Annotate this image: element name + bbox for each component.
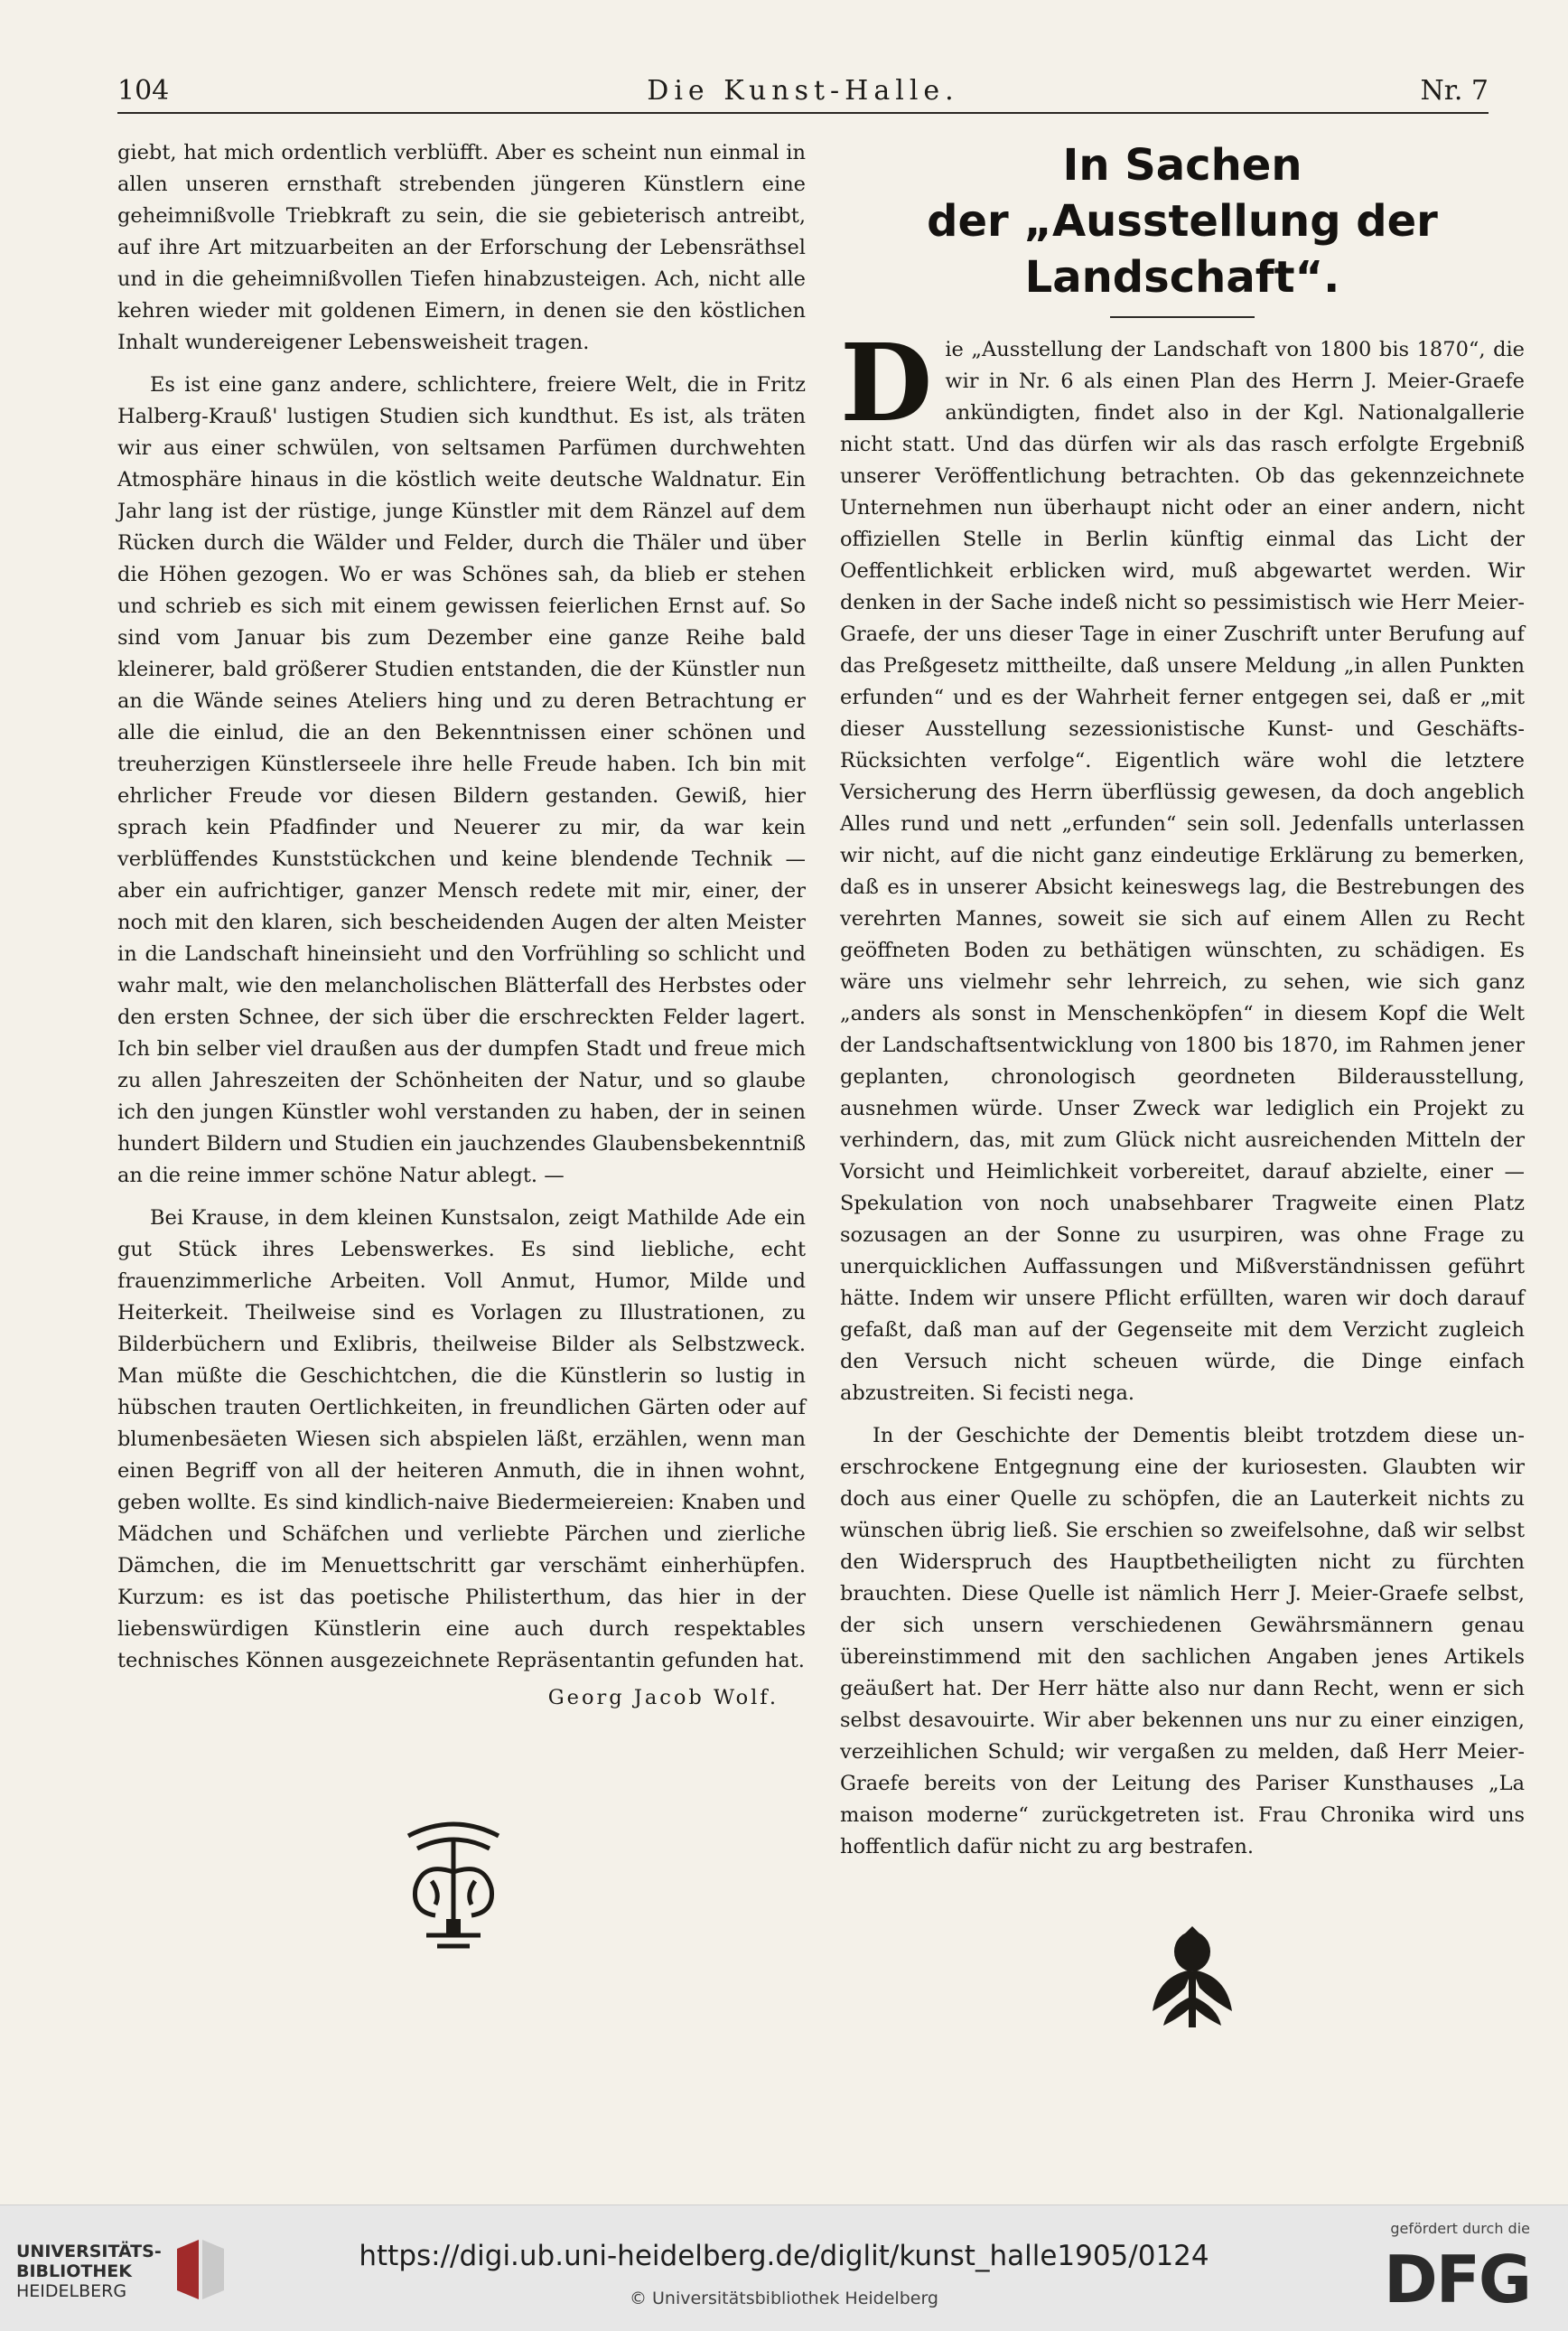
- thistle-ornament-icon: [1149, 1924, 1236, 2031]
- library-name-line-2: BIBLIOTHEK: [16, 2261, 132, 2281]
- headline-divider: [1110, 316, 1255, 318]
- paragraph: giebt, hat mich ordentlich verblüfft. Aber es scheint nun einmal in allen unseren ernsthaft strebenden jüngeren Künstlern eine geheimnißvolle Triebkraft zu sein, die sie gebieterisch antreibt, auf ihre Art mitzuarbeiten an der Erforschung der Lebensräthsel und in die geheimnißvollen Tiefen hinabzusteigen. Ach, nicht alle kehren wieder mit goldenen Eimern, in denen sie den köstlichen Inhalt wundereigener Lebensweisheit tragen.: [117, 141, 806, 354]
- library-name-line-1: UNIVERSITÄTS-: [16, 2242, 162, 2261]
- running-head: [117, 70, 1489, 114]
- journal-title: Die Kunst-Halle.: [647, 75, 959, 107]
- article-headline: [840, 137, 1525, 305]
- headline-line-1: In Sachen: [1062, 140, 1302, 191]
- funding-note: gefördert durch die: [1390, 2220, 1530, 2237]
- page-number: 104: [117, 75, 170, 107]
- lead-paragraph: [840, 320, 1525, 1409]
- right-column: [840, 137, 1525, 1863]
- permalink-url[interactable]: https://digi.ub.uni-heidelberg.de/diglit/kunst_halle1905/0124: [359, 2240, 1209, 2272]
- viewer-footer: [0, 2205, 1568, 2331]
- left-column: [117, 137, 806, 1714]
- paragraph: Bei Krause, in dem kleinen Kunstsalon, zeigt Mathilde Ade ein gut Stück ihres Lebenswerkes. Es sind liebliche, echt frauenzimmerliche Arbeiten. Voll Anmut, Humor, Milde und Heiterkeit. Theilweise sind es Vorlagen zu Illustrationen, zu Bilderbüchern und Exlibris, theilweise Bilder als Selbstzweck. Man müßte die Geschichtchen, die die Künstlerin so lustig in hübschen trauten Oertlichkeiten, in freundlichen Gärten oder auf blumenbesäeten Wiesen sich abspielen läßt, erzählen, wenn man einen Begriff von all der heiteren Anmuth, die in ihnen wohnt, geben wollte. Es sind kindlich-naive Biedermeiereien: Knaben und Mädchen und Schäfchen und verliebte Pärchen und zierliche Dämchen, die im Menuettschritt gar verschämt einherhüpfen. Kurzum: es ist das poetische Philisterthum, das hier in der liebenswürdigen Künstlerin eine auch durch respektables technisches Können ausgezeichnete Repräsentantin gefunden hat.: [117, 1206, 806, 1672]
- drop-cap: D: [840, 320, 933, 445]
- lead-paragraph-text: ie „Ausstellung der Landschaft von 1800 bis 1870“, die wir in Nr. 6 als einen Plan des Herrn J. Meier-Graefe ankündigten, findet also in der Kgl. Nationalgallerie nicht statt. Und das dürfen wir als das rasch erfolgte Ergebniß unserer Veröffentlichung betrachten. Ob das gekennzeichnete Unternehmen nun überhaupt nicht oder an einer andern, nicht offiziellen Stelle in Berlin künftig einmal das Licht der Oeffentlichkeit erblicken wird, muß abgewartet werden. Wir denken in der Sache indeß nicht so pessimistisch wie Herr Meier-Graefe, der uns dieser Tage in einer Zuschrift unter Berufung auf das Preßgesetz mittheilte, daß unsere Meldung „in allen Punkten erfunden“ und es der Wahrheit ferner entgegen sei, daß er „mit dieser Ausstellung sezessionistische Kunst- und Geschäfts-Rücksichten verfolge“. Eigentlich wäre wohl die letztere Versicherung des Herrn überflüssig gewesen, da doch angeblich Alles rund und nett „erfunden“ sein soll. Jedenfalls unterlassen wir nicht, auf die nicht ganz eindeutige Erklärung zu bemerken, daß es in unserer Absicht keineswegs lag, die Bestrebungen des verehrten Mannes, soweit sie sich auf einem Allen zu Recht geöffneten Boden zu bethätigen wünschten, zu schädigen. Es wäre uns vielmehr sehr lehrreich, zu sehen, wie sich ganz „anders als sonst in Menschenköpfen“ in diesem Kopf die Welt der Landschaftsentwicklung von 1800 bis 1870, im Rahmen jener geplanten, chronologisch geordneten Bilderausstellung, ausnehmen würde. Unser Zweck war lediglich ein Projekt zu verhindern, das, mit zum Glück nicht ausreichenden Mitteln der Vorsicht und Heimlichkeit vorbereitet, darauf abzielte, einer — Spekulation von noch unabsehbarer Tragweite einen Platz sozusagen an der Sonne zu usurpiren, was ohne Frage zu unerquicklichen Auffassungen und Mißverständnissen geführt hätte. Indem wir unsere Pflicht erfüllten, waren wir doch darauf gefaßt, daß man auf der Gegenseite mit dem Verzicht zugleich den Versuch nicht scheuen würde, die Dinge einfach abzustreiten. Si fecisti nega.: [840, 338, 1525, 1405]
- paragraph: In der Geschichte der Dementis bleibt trotzdem diese unerschrockene Entgegnung eine der kuriosesten. Glaubten wir doch aus einer Quelle zu schöpfen, die an Lauterkeit nichts zu wünschen übrig ließ. Sie erschien so zweifelsohne, daß wir selbst den Widerspruch des Hauptbetheiligten nicht zu fürchten brauchten. Diese Quelle ist nämlich Herr J. Meier-Graefe selbst, der sich unsern verschiedenen Gewährsmännern genau übereinstimmend mit den sachlichen Angaben jenes Artikels geäußert hat. Der Herr hätte also nur dann Recht, wenn er sich selbst desavouirte. Wir aber bekennen uns nur zu einer einzigen, verzeihlichen Schuld; wir vergaßen zu melden, daß Herr Meier-Graefe bereits von der Leitung des Pariser Kunsthauses „La maison moderne“ zurückgetreten ist. Frau Chronika wird uns hoffentlich dafür nicht zu arg bestrafen.: [840, 1424, 1525, 1858]
- issue-number: Nr. 7: [1420, 75, 1489, 107]
- library-name-line-3: HEIDELBERG: [16, 2281, 127, 2301]
- headline-line-2: der „Ausstellung der Landschaft“.: [927, 196, 1438, 303]
- dfg-logo[interactable]: DFG: [1383, 2242, 1530, 2317]
- paragraph: Es ist eine ganz andere, schlichtere, freiere Welt, die in Fritz Halberg-Krauß' lustigen Studien sich kundthut. Es ist, als träten wir aus einer schwülen, von seltsamen Parfümen durchwehten Atmosphäre hinaus in die köstlich weite deutsche Waldnatur. Ein Jahr lang ist der rüstige, junge Künstler mit dem Ränzel auf dem Rücken durch die Wälder und Felder, durch die Thäler und über die Höhen gezogen. Wo er was Schönes sah, da blieb er stehen und schrieb es sich mit einem gewissen feierlichen Ernst auf. So sind vom Januar bis zum Dezember eine ganze Reihe bald kleinerer, bald größerer Studien entstanden, die der Künstler nun an die Wände seines Ateliers hing und zu deren Betrachtung er alle die einlud, die an den Bekenntnissen einer schönen und treuherzigen Künstlerseele ihre helle Freude haben. Ich bin mit ehrlicher Freude vor diesen Bildern gestanden. Gewiß, hier sprach kein Pfadfinder und Neuerer zu mir, da war kein verblüffendes Kunststückchen und keine blendende Technik — aber ein aufrichtiger, ganzer Mensch redete mit mir, einer, der noch mit den klaren, sich bescheidenden Augen der alten Meister in die Landschaft hineinsieht und den Vorfrühling so schlicht und wahr malt, wie den melancholischen Blätterfall des Herbstes oder den ersten Schnee, der sich über die erschreckten Felder lagert. Ich bin selber viel draußen aus der dumpfen Stadt und freue mich zu allen Jahreszeiten der Schönheiten der Natur, und so glaube ich den jungen Künstler wohl verstanden zu haben, der in seinen hundert Bildern und Studien ein jauchzendes Glaubensbekenntniß an die reine immer schöne Natur ablegt. —: [117, 373, 806, 1187]
- author-signature: Georg Jacob Wolf.: [547, 1686, 779, 1709]
- copyright-notice: © Universitätsbibliothek Heidelberg: [629, 2289, 938, 2308]
- art-nouveau-ornament-icon: [396, 1818, 511, 1953]
